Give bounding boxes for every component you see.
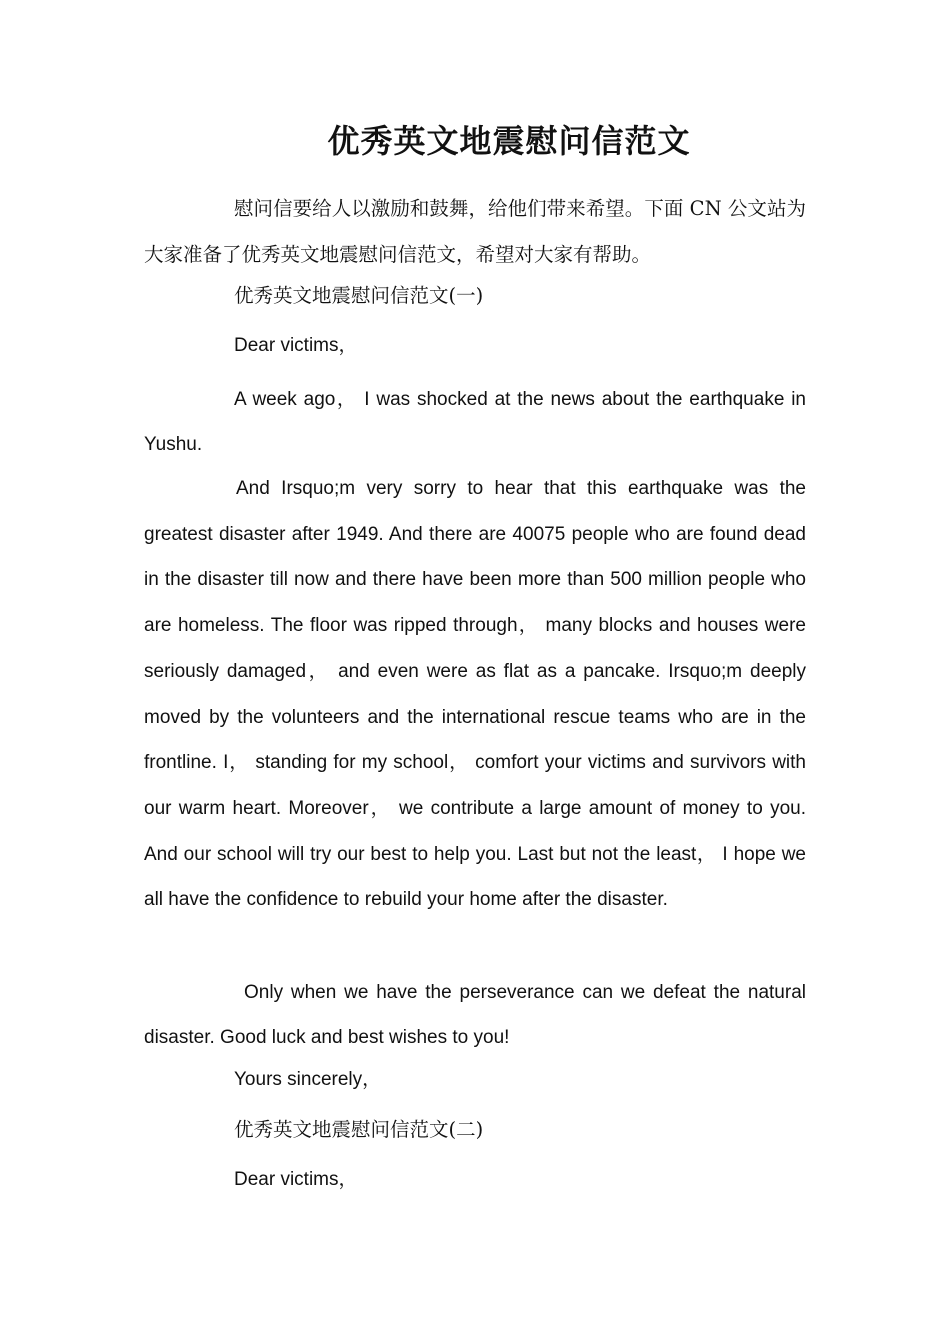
intro-paragraph: 慰问信要给人以激励和鼓舞，给他们带来希望。下面 CN 公文站为大家准备了优秀英文地震慰问信范文，希望对大家有帮助。 [144, 197, 806, 266]
letter-one-salutation: Dear victims， [234, 335, 358, 356]
letter-two-heading: 优秀英文地震慰问信范文(二) [234, 1118, 484, 1141]
letter-one-closing: Yours sincerely， [234, 1069, 382, 1090]
letter-two-salutation: Dear victims， [234, 1169, 358, 1190]
letter-one-paragraph-1: A week ago， I was shocked at the news about the earthquake in Yushu. [144, 389, 806, 455]
letter-one-paragraph-3: Only when we have the perseverance can we defeat the natural disaster. Good luck and best wishes to you! [144, 982, 806, 1048]
letter-one-heading: 优秀英文地震慰问信范文(一) [234, 284, 484, 307]
document-title: 优秀英文地震慰问信范文 [327, 122, 691, 160]
letter-one-paragraph-2: And Irsquo;m very sorry to hear that this earthquake was the greatest disaster after 1949. And there are 40075 people who are found dead in the disaster till now and there have been more than 500 million people who are homeless. The floor was ripped through， many blocks and houses were seriously damaged， and even were as flat as a pancake. Irsquo;m deeply moved by the volunteers and the international rescue teams who are in the frontline. I， standing for my school， comfort your victims and survivors with our warm heart. Moreover， we contribute a large amount of money to you. And our school will try our best to help you. Last but not the least， I hope we all have the confidence to rebuild your home after the disaster. [144, 478, 806, 911]
